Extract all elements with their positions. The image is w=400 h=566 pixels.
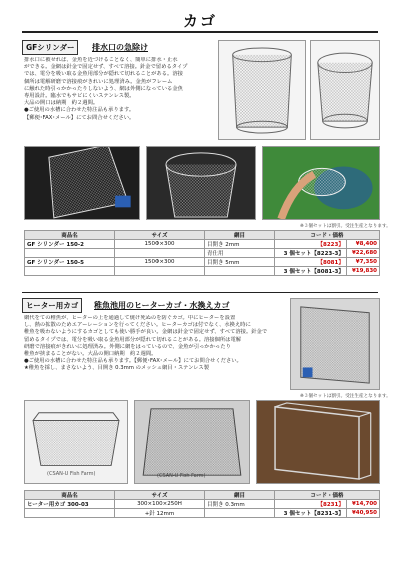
product-code: 3 個セット【8081-3】	[275, 267, 347, 276]
product-price: ¥14,700	[346, 500, 379, 509]
product-name: GF シリンダー 150-2	[25, 240, 115, 249]
description-line: に触れた時引っかかったりしないよう、網は外側になっている金魚	[24, 85, 183, 92]
heater-cage-photo-front	[24, 400, 128, 484]
product-name: ヒーター用カゴ 300-03	[25, 500, 115, 509]
description-line: し、熱の拡散のためエアーレーションを行ってください。ヒーターカゴは付でなく、水換え時に	[24, 322, 251, 329]
product-size	[115, 267, 205, 276]
description-line: 研磨で溶接痕がきれいに処理済み。外側に網をはっているので、金魚が引っかかったり	[24, 343, 231, 350]
heater-cage-photo-side	[290, 298, 380, 390]
table-header-row	[25, 491, 380, 500]
description-line: 【郵便･FAX･メール】にてお問合せください。	[24, 114, 135, 121]
table-row	[25, 240, 380, 249]
table-row	[25, 258, 380, 267]
section2-price-table	[24, 490, 380, 518]
description-line: 個所は電解研磨で溶接痕がきれいに処理済み。金魚がフレーム	[24, 78, 173, 85]
table-header-row	[25, 231, 380, 240]
product-price: ¥8,400	[346, 240, 379, 249]
product-code: 【8081】	[275, 258, 347, 267]
column-header: 商品名	[25, 491, 115, 500]
description-line: 稚魚が挟まることがない。大品の開口納期 約２週間。	[24, 351, 157, 358]
section-divider	[22, 292, 378, 293]
product-code: 【8223】	[275, 240, 347, 249]
table-row	[25, 500, 380, 509]
cylinder-photo-pond	[262, 146, 380, 220]
product-size: 300×100×250H	[115, 500, 205, 509]
section2-heading: 稚魚池用のヒーターカゴ・水換えカゴ	[94, 301, 230, 310]
section1-caption: ※３個セットは割引。受注生産となります。	[300, 224, 391, 229]
cylinder-photo-dark	[24, 146, 140, 220]
product-size: +針 12mm	[115, 509, 205, 518]
product-mesh: 目開き 2mm	[205, 240, 275, 249]
product-name	[25, 249, 115, 258]
product-price: ¥7,350	[346, 258, 379, 267]
product-price: ¥22,680	[346, 249, 379, 258]
description-line: ★稚魚を採し、まさないよう、目開き 0.3mm のメッシュ網目・ステンレス製	[24, 365, 209, 372]
product-name	[25, 509, 115, 518]
column-header: サイズ	[115, 231, 205, 240]
description-line: ができる。金網は針金で固定せず、すべて溶接。針金で留めるタイプ	[24, 64, 188, 71]
page-title: カゴ	[182, 12, 217, 30]
column-header: 商品名	[25, 231, 115, 240]
product-mesh	[205, 267, 275, 276]
column-header: コード・価格	[275, 491, 380, 500]
column-header: コード・価格	[275, 231, 380, 240]
description-line: 排水口に被せれば、金魚を近づけることなく、簡単に排水・止水	[24, 57, 178, 63]
section2-description	[24, 315, 286, 395]
product-size: 150Φ×300	[115, 258, 205, 267]
product-mesh: 目開き 5mm	[205, 258, 275, 267]
column-header: サイズ	[115, 491, 205, 500]
table-row	[25, 267, 380, 276]
product-mesh: 青仕用	[205, 249, 275, 258]
product-size: 150Φ×300	[115, 240, 205, 249]
section2-caption: ※３個セットは割引。受注生産となります。	[300, 394, 391, 399]
description-line: 専用設計。臨水でもサビにくいステンレス製。	[24, 93, 135, 100]
cylinder-photo-angled	[310, 40, 380, 140]
product-price: ¥40,950	[346, 509, 379, 518]
title-rule	[22, 31, 378, 33]
product-name	[25, 267, 115, 276]
product-mesh	[205, 509, 275, 518]
cylinder-photo-main	[218, 40, 306, 140]
description-line: ●ご使用の水槽に合わせた特注品も承ります。【郵便･FAX･メール】にてお問合せください。	[24, 358, 242, 365]
heater-cage-photo-frame	[256, 400, 380, 484]
section1-description	[24, 57, 212, 135]
column-header: 網目	[205, 491, 275, 500]
product-price: ¥19,830	[346, 267, 379, 276]
photo-watermark: (CSAN-U Fish Farm)	[157, 473, 206, 479]
description-line: 稚魚を吸わないようにするカゴとしても使い勝手が良い。金網は針金で固定せず、すべて溶接。針金で	[24, 329, 268, 336]
section1-price-table	[24, 230, 380, 276]
column-header: 網目	[205, 231, 275, 240]
cylinder-photo-top	[146, 146, 256, 220]
table-row	[25, 509, 380, 518]
photo-watermark: (CSAN-U Fish Farm)	[47, 471, 96, 477]
product-code: 3 個セット【8231-3】	[275, 509, 347, 518]
product-size	[115, 249, 205, 258]
product-name: GF シリンダー 150-5	[25, 258, 115, 267]
heater-cage-photo-angle	[134, 400, 250, 484]
description-line: では、電分を吸い取る金魚用部分が隠れて切れることがある。溶接	[24, 71, 183, 78]
product-code: 3 個セット【8223-3】	[275, 249, 347, 258]
table-row	[25, 249, 380, 258]
description-line: 大品の開口は納期 約２週間。	[24, 100, 99, 107]
product-mesh: 目開き 0.3mm	[205, 500, 275, 509]
section1-tag: GFシリンダー	[22, 40, 78, 55]
description-line: 留めるタイプでは、電分を吸い取る金魚用部分が隠れて切れることがある。溶接個所は電解	[24, 336, 242, 343]
description-line: ●ご使用の水槽に合わせた特注品も承ります。	[24, 107, 135, 114]
section1-heading: 排水口の急除け	[92, 43, 148, 52]
section2-tag: ヒーター用カゴ	[22, 298, 82, 313]
description-line: 網代をての稚魚が、ヒーターの上を通過して焼け死ぬのを防ぐカゴ。中にヒーターを設置	[24, 315, 236, 321]
product-code: 【8231】	[275, 500, 347, 509]
